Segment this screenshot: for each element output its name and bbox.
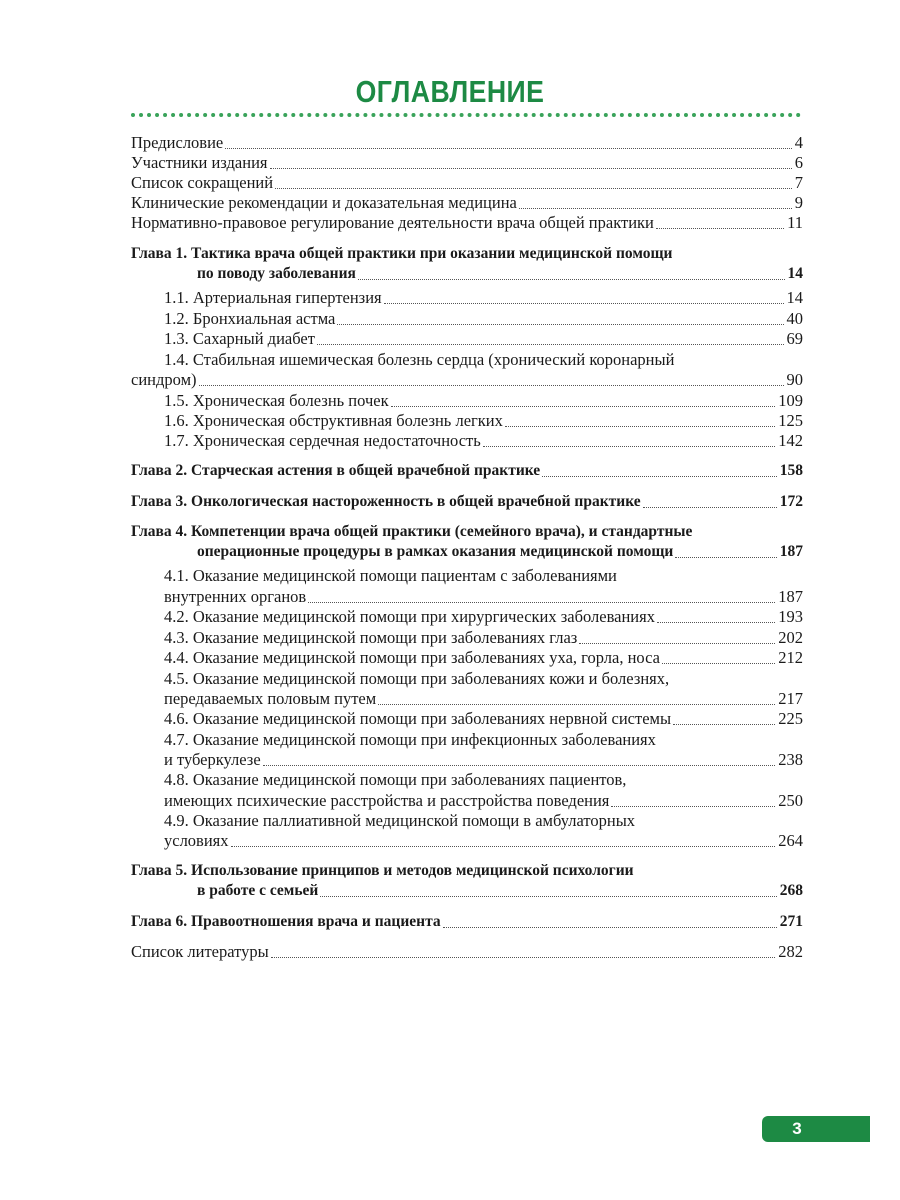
toc-entry[interactable]: Список сокращений 7 [131,173,803,192]
dot-leader [542,475,777,477]
page-ref: 264 [778,831,803,850]
page-ref: 250 [778,791,803,810]
dot-leader [358,278,785,280]
toc-entry[interactable]: Участники издания 6 [131,153,803,172]
page-ref: 193 [778,607,803,626]
dot-leader [270,167,792,169]
toc-entry[interactable]: имеющих психические расстройства и расстройства поведения 250 [164,791,803,810]
toc-entry[interactable]: 4.2. Оказание медицинской помощи при хирургических заболеваниях 193 [164,607,803,626]
toc-entry-line[interactable]: 1.4. Стабильная ишемическая болезнь сердца (хронический коронарный [164,350,675,369]
toc-entry[interactable]: 4.3. Оказание медицинской помощи при заболеваниях глаз 202 [164,628,803,647]
toc-entry[interactable]: Список литературы 282 [131,942,803,961]
page-number: 3 [792,1119,802,1138]
toc-entry[interactable]: 1.6. Хроническая обструктивная болезнь легких 125 [164,411,803,430]
toc-entry[interactable]: 1.3. Сахарный диабет 69 [164,329,803,348]
toc-entry-line[interactable]: 4.7. Оказание медицинской помощи при инфекционных заболеваниях [164,730,656,749]
toc-chapter-entry[interactable]: Глава 2. Старческая астения в общей врачебной практике 158 [131,462,803,479]
toc-chapter-entry[interactable]: в работе с семьей 268 [197,882,803,899]
dot-leader [378,703,775,705]
page-ref: 142 [778,431,803,450]
page-ref: 187 [778,587,803,606]
dot-leader [263,764,776,766]
page-ref: 238 [778,750,803,769]
page-ref: 14 [787,265,803,282]
dot-leader [657,621,775,623]
toc-entry-line[interactable]: 4.1. Оказание медицинской помощи пациентам с заболеваниями [164,566,617,585]
toc-entry[interactable]: внутренних органов 187 [164,587,803,606]
page-ref: 217 [778,689,803,708]
page-number-tab [762,1116,870,1142]
toc-entry-line[interactable]: 4.9. Оказание паллиативной медицинской помощи в амбулаторных [164,811,636,830]
page-ref: 11 [787,213,803,232]
toc-entry[interactable]: Клинические рекомендации и доказательная медицина 9 [131,193,803,212]
page-ref: 9 [794,193,803,212]
dot-leader [199,384,784,386]
toc-chapter-heading[interactable]: Глава 1. Тактика врача общей практики при оказании медицинской помощи [131,245,673,262]
page-ref: 271 [779,913,803,930]
dot-leader [231,845,776,847]
dot-leader [384,302,784,304]
page-ref: 172 [779,493,803,510]
toc-entry[interactable]: 1.7. Хроническая сердечная недостаточность 142 [164,431,803,450]
dot-leader [337,323,783,325]
page-ref: 90 [786,370,803,389]
toc-entry[interactable]: 4.6. Оказание медицинской помощи при заболеваниях нервной системы 225 [164,709,803,728]
toc-entry[interactable]: синдром) 90 [131,370,803,389]
dot-leader [656,227,784,229]
page-ref: 282 [778,942,803,961]
dot-leader [317,343,784,345]
page-ref: 109 [778,391,803,410]
page-ref: 158 [779,462,803,479]
page-ref: 4 [794,133,803,152]
dot-leader [271,956,776,958]
toc-entry-line[interactable]: 4.5. Оказание медицинской помощи при заболеваниях кожи и болезнях, [164,669,670,688]
toc-chapter-heading[interactable]: Глава 5. Использование принципов и методов медицинской психологии [131,862,634,879]
dot-leader [673,723,775,725]
dot-leader [519,207,792,209]
toc-entry[interactable]: передаваемых половым путем 217 [164,689,803,708]
dot-leader [391,405,776,407]
dot-leader [443,926,777,928]
dot-leader [275,187,792,189]
toc-chapter-entry[interactable]: операционные процедуры в рамках оказания медицинской помощи 187 [197,543,803,560]
toc-chapter-entry[interactable]: по поводу заболевания 14 [197,265,803,282]
toc-entry-line[interactable]: 4.8. Оказание медицинской помощи при заболеваниях пациентов, [164,770,627,789]
page-ref: 225 [778,709,803,728]
page-ref: 40 [786,309,803,328]
toc-entry[interactable]: условиях 264 [164,831,803,850]
page-ref: 187 [779,543,803,560]
toc-chapter-heading[interactable]: Глава 4. Компетенции врача общей практики (семейного врача), и стандартные [131,523,693,540]
dot-leader [225,147,792,149]
page-ref: 125 [778,411,803,430]
page-ref: 6 [794,153,803,172]
dot-leader [643,506,777,508]
page-title: ОГЛАВЛЕНИЕ [355,74,545,109]
toc-entry[interactable]: 4.4. Оказание медицинской помощи при заболеваниях уха, горла, носа 212 [164,648,803,667]
dot-leader [483,445,775,447]
dot-leader [662,662,775,664]
toc-entry[interactable]: и туберкулезе 238 [164,750,803,769]
toc-entry[interactable]: 1.5. Хроническая болезнь почек 109 [164,391,803,410]
page-ref: 202 [778,628,803,647]
toc-entry[interactable]: 1.2. Бронхиальная астма 40 [164,309,803,328]
toc-entry[interactable]: Предисловие 4 [131,133,803,152]
page-ref: 212 [778,648,803,667]
dot-leader [505,425,775,427]
toc-chapter-entry[interactable]: Глава 6. Правоотношения врача и пациента 271 [131,913,803,930]
toc-entry[interactable]: Нормативно-правовое регулирование деятельности врача общей практики 11 [131,213,803,232]
page-ref: 7 [794,173,803,192]
toc-entry[interactable]: 1.1. Артериальная гипертензия 14 [164,288,803,307]
dot-leader [675,556,776,558]
dot-leader [308,601,775,603]
page-ref: 14 [786,288,803,307]
page-ref: 69 [786,329,803,348]
page-ref: 268 [779,882,803,899]
dot-leader [320,895,776,897]
dot-leader [579,642,775,644]
dot-leader [611,805,775,807]
toc-chapter-entry[interactable]: Глава 3. Онкологическая настороженность в общей врачебной практике 172 [131,493,803,510]
